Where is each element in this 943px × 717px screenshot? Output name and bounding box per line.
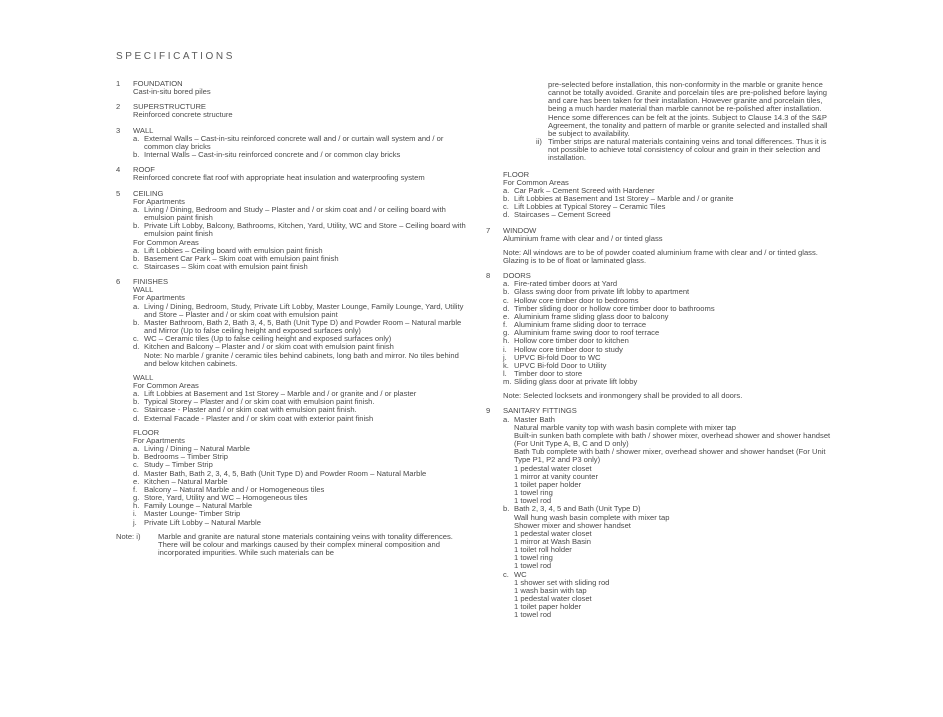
section-text: Aluminium frame with clear and / or tinted glass <box>503 233 663 243</box>
section-text: For Common Areas <box>133 381 199 390</box>
item-letter: b. <box>503 287 510 297</box>
section-body <box>133 174 466 182</box>
item-letter: c. <box>503 295 509 305</box>
section-text: FLOOR <box>133 427 160 437</box>
item-letter: a. <box>133 204 140 214</box>
item-letter: b. <box>133 397 140 407</box>
item-text: Master Bath Natural marble vanity top with wash basin complete with mixer tap Built-in sunken bath complete with bath / shower mixer, overhead shower and shower handset (For Unit Type A, B, C and D only) Bath Tub complete with bath / shower mixer, overhead shower and shower handset (For Unit Type P1, P2 and P3 only) 1 pedestal water closet 1 mirror at vanity counter 1 toilet paper holder 1 towel ring 1 towel rod <box>514 414 831 506</box>
item-letter: a. <box>503 414 510 424</box>
floor-common-areas <box>503 171 836 220</box>
section-title: WINDOW <box>503 225 537 235</box>
item-list <box>133 303 466 368</box>
section-text: For Apartments <box>133 435 185 445</box>
item-letter: c. <box>503 569 509 579</box>
item-letter: j. <box>133 517 137 527</box>
list-item <box>503 505 836 570</box>
list-item <box>503 416 836 506</box>
item-letter: a. <box>133 444 140 454</box>
section-text: For Common Areas <box>133 237 199 247</box>
item-text: Timber sliding door or hollow core timber door to bathrooms <box>514 303 715 313</box>
item-text: Fire-rated timber doors at Yard <box>514 279 618 289</box>
item-text: Living / Dining – Natural Marble <box>144 444 250 454</box>
section-number: 2 <box>116 102 121 112</box>
note-ii <box>536 138 836 162</box>
section-title: CEILING <box>133 188 164 198</box>
section-doors <box>486 272 836 400</box>
item-text: Aluminium frame sliding glass door to balcony <box>514 311 669 321</box>
item-text: Lift Lobbies at Basement and 1st Storey – Marble and / or granite <box>514 194 734 204</box>
item-text: Lift Lobbies at Basement and 1st Storey – Marble and / or granite and / or plaster <box>144 389 417 399</box>
section-title: ROOF <box>133 165 155 175</box>
list-item <box>133 319 466 335</box>
item-letter: b. <box>133 317 140 327</box>
item-letter: c. <box>133 261 139 271</box>
section-number: 7 <box>486 225 491 235</box>
list-item <box>133 519 466 527</box>
note-text: Marble and granite are natural stone materials containing veins with tonality differences. There will be colour and markings caused by their complex mineral composition and incorporated impurities. While such materials can be <box>158 531 453 557</box>
finishes-note-continuation <box>536 80 836 163</box>
item-letter: h. <box>503 336 510 346</box>
item-letter: i. <box>133 509 137 519</box>
item-letter: c. <box>133 460 139 470</box>
section-superstructure <box>116 103 466 119</box>
item-text: Glass swing door from private lift lobby to apartment <box>514 287 690 297</box>
section-text: WALL <box>133 372 154 382</box>
item-text: Master Lounge- Timber Strip <box>144 509 241 519</box>
item-letter: d. <box>503 210 510 220</box>
item-text: Living / Dining, Bedroom and Study – Plaster and / or skim coat and / or ceiling board with emulsion paint finish <box>144 204 448 223</box>
item-text: Internal Walls – Cast-in-situ reinforced concrete and / or common clay bricks <box>144 150 401 160</box>
section-text: For Apartments <box>133 293 185 303</box>
item-letter: a. <box>133 389 140 399</box>
item-list <box>133 390 466 423</box>
item-text: External Facade - Plaster and / or skim coat with exterior paint finish <box>144 413 374 423</box>
section-title: DOORS <box>503 271 531 281</box>
item-text: Family Lounge – Natural Marble <box>144 501 253 511</box>
section-number: 1 <box>116 79 121 88</box>
section-text: Reinforced concrete structure <box>133 110 233 120</box>
section-text: Note: All windows are to be of powder coated aluminium frame with clear and / or tinted glass. Glazing is to be of float or laminated glass. <box>503 247 821 265</box>
section-heading <box>116 278 466 286</box>
item-list <box>133 445 466 527</box>
item-letter: d. <box>133 413 140 423</box>
section-title: SANITARY FITTINGS <box>503 406 577 416</box>
item-letter: b. <box>503 194 510 204</box>
item-list <box>503 416 836 620</box>
note-ii-text: Timber strips are natural materials containing veins and tonal differences. Thus it is not possible to achieve total consistency of colour and grain in their selection and installation. <box>548 137 827 163</box>
item-letter: a. <box>133 133 140 143</box>
item-letter: h. <box>133 501 140 511</box>
section-number: 9 <box>486 406 491 416</box>
item-letter: a. <box>503 185 510 195</box>
section-finishes <box>116 278 466 557</box>
note-label: Note: i) <box>116 531 141 541</box>
item-text: Master Bathroom, Bath 2, Bath 3, 4, 5, Bath (Unit Type D) and Powder Room – Natural marble and Mirror (Up to false ceiling height and exposed surfaces only) <box>144 317 464 336</box>
section-number: 3 <box>116 125 121 135</box>
section-text: Reinforced concrete flat roof with appropriate heat insulation and waterproofing system <box>133 173 425 183</box>
item-text: UPVC Bi-fold Door to Utility <box>514 360 607 370</box>
item-text: Private Lift Lobby – Natural Marble <box>144 517 261 527</box>
item-text: Study – Timber Strip <box>144 460 213 470</box>
item-letter: g. <box>133 493 140 503</box>
item-text: Basement Car Park – Skim coat with emulsion paint finish <box>144 253 339 263</box>
section-ceiling <box>116 190 466 272</box>
item-letter: a. <box>503 279 510 289</box>
item-letter: c. <box>133 405 139 415</box>
item-list <box>133 247 466 271</box>
list-item <box>503 571 836 620</box>
item-text: Living / Dining, Bedroom, Study, Private Lift Lobby, Master Lounge, Family Lounge, Yard, Utility and Store – Plaster and / or skim coat with emulsion paint <box>144 301 466 319</box>
item-text: Hollow core timber door to study <box>514 344 623 354</box>
item-letter: f. <box>133 484 138 494</box>
list-item <box>133 135 466 151</box>
item-text: Timber door to store <box>514 369 583 378</box>
item-letter: c. <box>503 202 509 212</box>
page-title: SPECIFICATIONS <box>116 51 236 62</box>
section-text: Note: Selected locksets and ironmongery shall be provided to all doors. <box>503 391 743 401</box>
item-letter: d. <box>503 303 510 313</box>
section-title: SUPERSTRUCTURE <box>133 102 206 112</box>
section-body <box>133 111 466 119</box>
section-body <box>133 135 466 159</box>
item-letter: g. <box>503 328 510 338</box>
item-text: Lift Lobbies – Ceiling board with emulsion paint finish <box>144 245 323 255</box>
section-text: WALL <box>133 285 154 295</box>
item-letter: b. <box>133 253 140 263</box>
item-text: Balcony – Natural Marble and / or Homogeneous tiles <box>144 484 325 494</box>
section-title: WALL <box>133 125 154 135</box>
item-text: External Walls – Cast-in-situ reinforced concrete wall and / or curtain wall system and / or common clay bricks <box>144 133 446 151</box>
section-foundation <box>116 80 466 96</box>
list-item <box>133 151 466 159</box>
item-list <box>133 206 466 239</box>
list-item <box>133 206 466 222</box>
section-text: For Apartments <box>133 196 185 206</box>
item-text: Staircases – Skim coat with emulsion paint finish <box>144 261 308 271</box>
section-window <box>486 227 836 266</box>
floor-subheading: For Common Areas <box>503 177 569 187</box>
note <box>116 533 466 557</box>
item-text: UPVC Bi-fold Door to WC <box>514 352 601 362</box>
section-sanitary-fittings <box>486 407 836 619</box>
right-column <box>486 81 836 627</box>
item-text: Master Bath, Bath 2, 3, 4, 5, Bath (Unit Type D) and Powder Room – Natural Marble <box>144 468 427 478</box>
item-letter: b. <box>133 221 140 231</box>
section-body <box>133 198 466 271</box>
section-wall <box>116 127 466 160</box>
item-letter: b. <box>133 452 140 462</box>
list-item <box>503 378 836 386</box>
section-number: 8 <box>486 271 491 281</box>
floor-heading: FLOOR <box>503 169 530 179</box>
section-body <box>116 285 466 557</box>
item-text: Aluminium frame sliding door to terrace <box>514 320 647 330</box>
item-letter: d. <box>133 468 140 478</box>
item-letter: d. <box>133 342 140 352</box>
section-title: FOUNDATION <box>133 79 183 88</box>
item-text: Aluminium frame swing door to roof terrace <box>514 328 660 338</box>
list-item <box>133 415 466 423</box>
item-text: Sliding glass door at private lift lobby <box>514 377 638 387</box>
item-text: Hollow core timber door to kitchen <box>514 336 629 346</box>
section-body <box>503 416 836 620</box>
item-text: Private Lift Lobby, Balcony, Bathrooms, Kitchen, Yard, Utility, WC and Store – Ceiling board with emulsion paint finish <box>144 221 468 239</box>
list-item <box>133 222 466 238</box>
item-text: Staircases – Cement Screed <box>514 210 611 220</box>
item-list <box>503 280 836 386</box>
item-letter: m. <box>503 377 512 387</box>
item-letter: b. <box>503 504 510 514</box>
section-text: Cast-in-situ bored piles <box>133 87 211 97</box>
item-list <box>133 135 466 159</box>
list-item <box>133 303 466 319</box>
note-i-continuation: pre-selected before installation, this non-conformity in the marble or granite hence cannot be totally avoided. Granite and porcelain tiles are pre-polished before laying and care has been taken for their installation. However granite and porcelain tiles, being a much harder material than marble cannot be re-polished after installation. Hence some differences can be felt at the joints. Subject to Clause 14.3 of the S&P Agreement, the tonality and pattern of marble or granite selected and installed shall be subject to availability. <box>548 80 828 138</box>
item-letter: e. <box>133 476 140 486</box>
item-text: Kitchen – Natural Marble <box>144 476 228 486</box>
item-text: Hollow core timber door to bedrooms <box>514 295 639 305</box>
item-text: WC – Ceramic tiles (Up to false ceiling height and exposed surfaces only) <box>144 334 392 344</box>
section-body <box>503 280 836 400</box>
item-text: Lift Lobbies at Typical Storey – Ceramic Tiles <box>514 202 666 212</box>
item-text: Staircase - Plaster and / or skim coat with emulsion paint finish. <box>144 405 357 415</box>
section-body <box>503 235 836 265</box>
item-letter: f. <box>503 320 508 330</box>
item-letter: i. <box>503 344 507 354</box>
item-letter: b. <box>133 150 140 160</box>
section-title: FINISHES <box>133 277 169 287</box>
item-text: WC 1 shower set with sliding rod 1 wash basin with tap 1 pedestal water closet 1 toilet paper holder 1 towel rod <box>514 569 610 620</box>
item-letter: j. <box>503 352 507 362</box>
item-text: Bedrooms – Timber Strip <box>144 452 228 462</box>
section-number: 6 <box>116 277 121 287</box>
item-letter: e. <box>503 311 510 321</box>
item-letter: l. <box>503 369 507 378</box>
item-letter: a. <box>133 245 140 255</box>
note-ii-label: ii) <box>536 137 542 147</box>
list-item <box>133 263 466 271</box>
item-letter: a. <box>133 301 140 311</box>
section-number: 5 <box>116 188 121 198</box>
item-text: Typical Storey – Plaster and / or skim coat with emulsion paint finish. <box>144 397 375 407</box>
item-text: Kitchen and Balcony – Plaster and / or skim coat with emulsion paint finish Note: No marble / granite / ceramic tiles behind cabinets, long bath and mirror. No tiles behind and below kitchen cabinets. <box>144 342 459 368</box>
item-letter: c. <box>133 334 139 344</box>
section-roof <box>116 166 466 182</box>
list-item <box>503 211 836 219</box>
item-letter: k. <box>503 360 509 370</box>
section-body <box>133 88 466 96</box>
item-text: Bath 2, 3, 4, 5 and Bath (Unit Type D) Wall hung wash basin complete with mixer tap Shower mixer and shower handset 1 pedestal water closet 1 mirror at Wash Basin 1 toilet roll holder 1 towel ring 1 towel rod <box>514 504 670 571</box>
left-column <box>116 80 466 564</box>
section-number: 4 <box>116 165 121 175</box>
list-item <box>133 343 466 367</box>
item-text: Car Park – Cement Screed with Hardener <box>514 185 655 195</box>
item-text: Store, Yard, Utility and WC – Homogeneous tiles <box>144 493 308 503</box>
